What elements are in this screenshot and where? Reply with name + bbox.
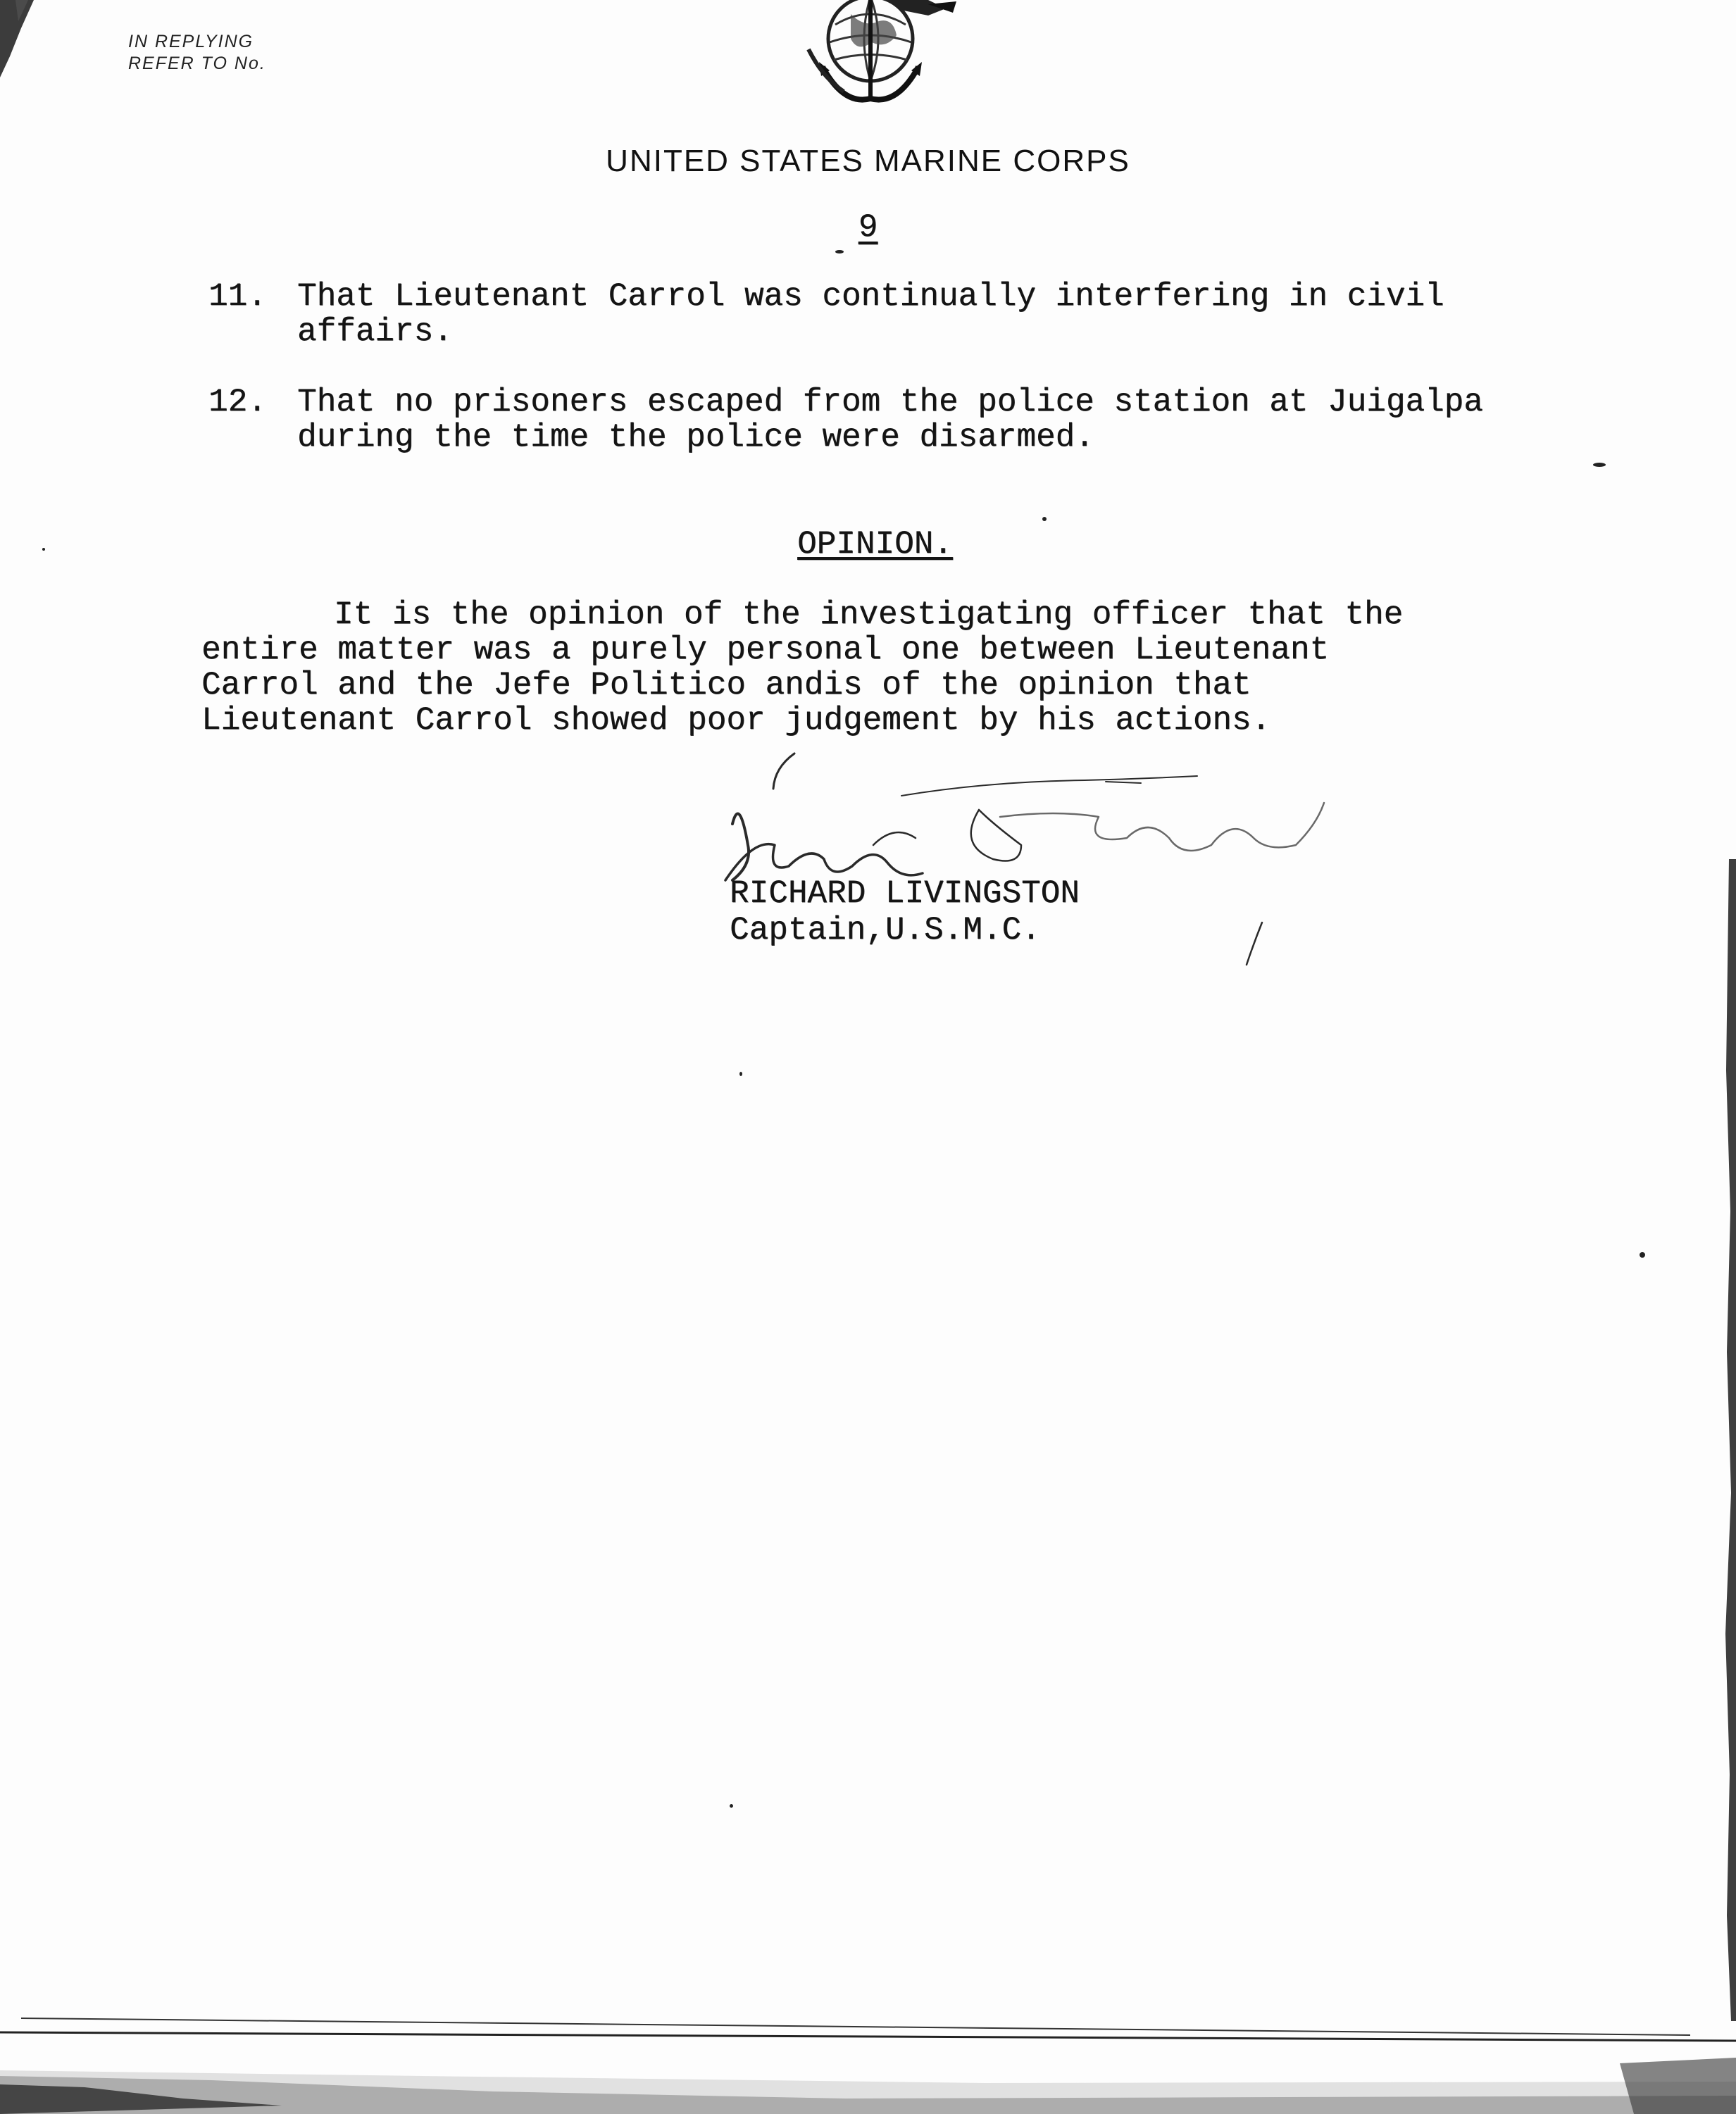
opinion-heading-text: OPINION. <box>797 526 953 563</box>
finding-text <box>297 384 1483 455</box>
ink-speck <box>730 1804 733 1808</box>
opinion-heading <box>0 527 1736 562</box>
scan-edge-shadow <box>0 0 56 85</box>
finding-text <box>297 279 1444 349</box>
opinion-line: It is the opinion of the investigating officer that the <box>334 596 1404 633</box>
signatory-title: Captain,U.S.M.C. <box>730 912 1041 949</box>
finding-number: 12. <box>208 384 267 420</box>
eagle-globe-anchor-emblem-icon <box>780 0 963 113</box>
ink-speck <box>42 548 45 551</box>
ink-speck <box>1640 1252 1645 1258</box>
reference-line-2: REFER TO No. <box>128 54 266 73</box>
finding-line: That no prisoners escaped from the police station at Juigalpa <box>297 384 1483 420</box>
opinion-line: Lieutenant Carrol showed poor judgement by his actions. <box>201 702 1271 739</box>
finding-line: That Lieutenant Carrol was continually interfering in civil <box>297 278 1444 315</box>
opinion-paragraph <box>201 597 1403 738</box>
page-number: 9 <box>858 209 878 246</box>
finding-line: affairs. <box>297 313 453 350</box>
organization-name: UNITED STATES MARINE CORPS <box>606 144 1130 178</box>
ink-speck <box>1593 463 1606 467</box>
reference-line-1: IN REPLYING <box>128 32 254 51</box>
finding-line: during the time the police were disarmed. <box>297 419 1094 456</box>
ink-speck <box>1042 517 1047 521</box>
ink-speck <box>835 250 844 254</box>
opinion-line: entire matter was a purely personal one between Lieutenant <box>201 632 1330 668</box>
scan-edge-shadow <box>1718 859 1736 2021</box>
opinion-line: Carrol and the Jefe Politico andis of the opinion that <box>201 667 1251 703</box>
ink-speck <box>739 1072 742 1076</box>
scan-edge-shadow <box>0 1993 1736 2114</box>
finding-number: 11. <box>208 278 267 315</box>
signatory-name: RICHARD LIVINGSTON <box>730 875 1080 912</box>
reference-note <box>128 31 266 75</box>
